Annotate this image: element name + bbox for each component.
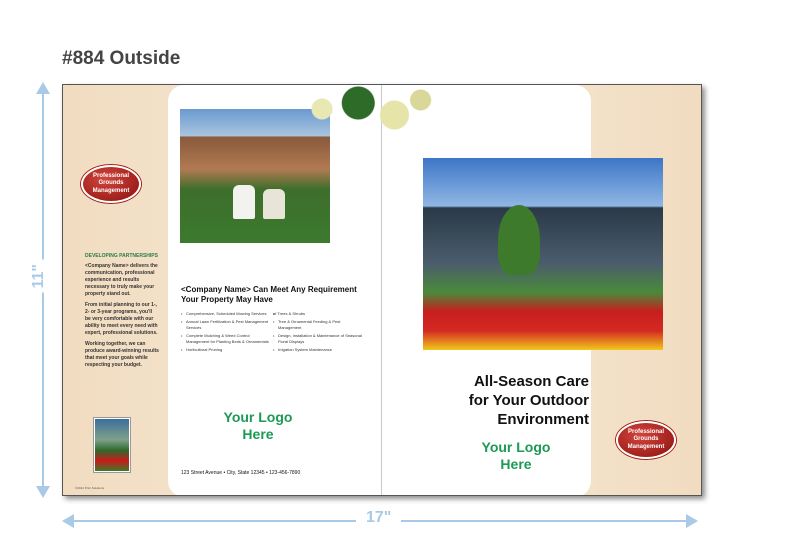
left-badge: Professional Grounds Management bbox=[81, 165, 141, 203]
cover-title-line: Environment bbox=[497, 411, 589, 428]
arrow-right-icon bbox=[686, 514, 698, 528]
service-item: • Irrigation System Maintenance bbox=[273, 347, 363, 353]
service-item: • Horticultural Pruning bbox=[181, 347, 269, 353]
arrow-down-icon bbox=[36, 486, 50, 498]
cover-title bbox=[431, 372, 589, 429]
logo-placeholder-right bbox=[471, 439, 561, 473]
flower-branch-image bbox=[293, 85, 438, 145]
service-item: • Design, Installation & Maintenance of Seasonal Floral Displays bbox=[273, 333, 363, 345]
logo-line: Here bbox=[242, 426, 274, 442]
service-item: • Annual Lawn Fertilization & Pest Management Services bbox=[181, 319, 269, 331]
flowerbed-thumbnail bbox=[94, 418, 130, 472]
service-item: • Comprehensive, Scheduled Mowing Services bbox=[181, 311, 269, 317]
paragraph: From initial planning to our 1-, 2- or 3-year programs, you'll be very comfortable with our ability to meet every need with expert, professional solutions. bbox=[85, 302, 158, 336]
brochure-outside bbox=[62, 84, 702, 496]
middle-title: <Company Name> Can Meet Any Requirement Your Property May Have bbox=[181, 285, 357, 304]
service-item: • Complete Mulching & Weed Control Management for Planting Beds & Ornamentals bbox=[181, 333, 269, 345]
office-building-photo bbox=[423, 158, 663, 350]
service-item: • of Trees & Shrubs bbox=[273, 311, 363, 317]
height-label: 11" bbox=[30, 260, 48, 293]
tree-figure bbox=[498, 205, 540, 275]
services-list-col1 bbox=[181, 311, 269, 355]
copyright-text: ©2012 Print Solutions bbox=[75, 486, 105, 490]
logo-line: Your Logo bbox=[481, 439, 551, 455]
right-badge: Professional Grounds Management bbox=[616, 421, 676, 459]
width-label: 17" bbox=[356, 509, 401, 527]
person-figure bbox=[263, 189, 285, 219]
arrow-left-icon bbox=[62, 514, 74, 528]
logo-placeholder-middle bbox=[213, 409, 303, 443]
cover-title-line: All-Season Care bbox=[473, 373, 589, 390]
address-line: 123 Street Avenue • City, State 12345 • 123-456-7890 bbox=[181, 470, 301, 476]
paragraph: Working together, we can produce award-winning results that meet your goals while respecting your budget. bbox=[85, 341, 159, 368]
services-list-col2 bbox=[273, 311, 363, 355]
logo-line: Your Logo bbox=[223, 409, 293, 425]
paragraph: <Company Name> delivers the communication, professional experience and results necessary to truly make your property stand out. bbox=[85, 263, 158, 297]
arrow-up-icon bbox=[36, 82, 50, 94]
section-heading: DEVELOPING PARTNERSHIPS bbox=[85, 253, 158, 259]
page-heading: #884 Outside bbox=[62, 48, 181, 69]
service-item: • Tree & Ornamental Feeding & Pest Management bbox=[273, 319, 363, 331]
person-figure bbox=[233, 185, 255, 219]
logo-line: Here bbox=[500, 456, 532, 472]
cover-title-line: for Your Outdoor bbox=[468, 392, 589, 409]
left-body-text bbox=[85, 263, 159, 373]
